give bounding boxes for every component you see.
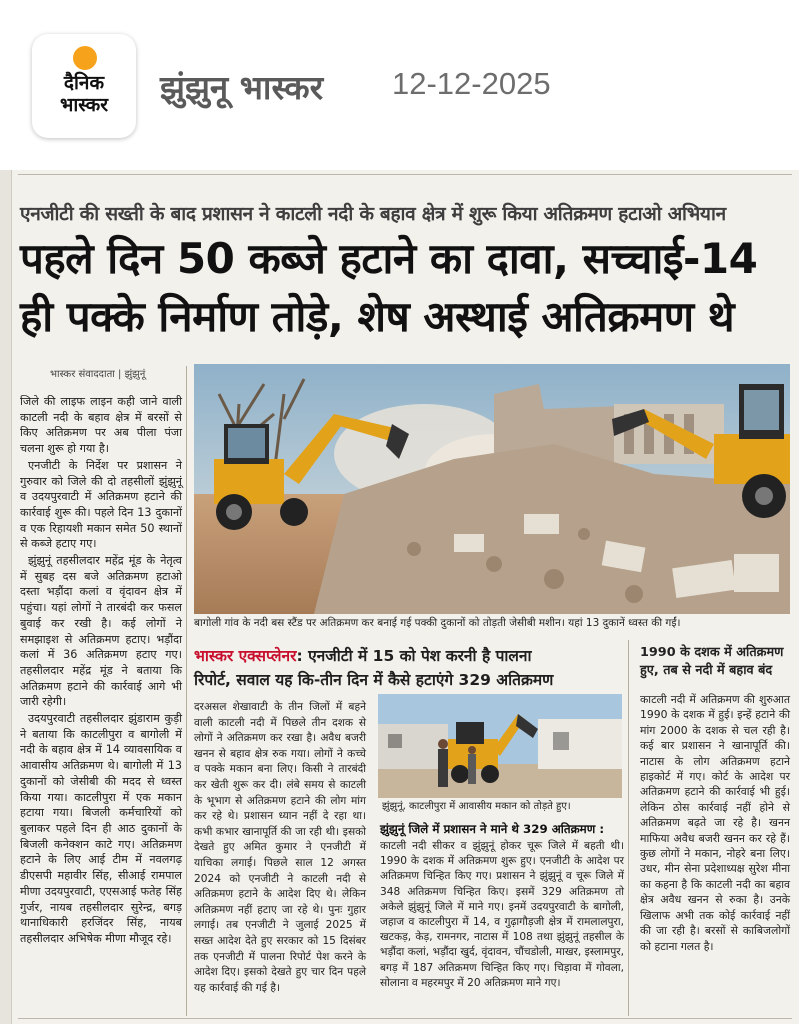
paragraph: जिले की लाइफ लाइन कही जाने वाली काटली नदी के बहाव क्षेत्र में बरसों से किए अतिक्रमण पर अब पीला पंजा चलना शुरू हो गया है। bbox=[20, 395, 182, 456]
photo-caption: बागोली गांव के नदी बस स्टैंड पर अतिक्रमण कर बनाई गई पक्की दुकानों को तोड़ती जेसीबी मशीन। यहां 13 दुकानें ध्वस्त की गईं। bbox=[194, 617, 681, 629]
explainer-heading-line1 bbox=[194, 644, 614, 668]
column-divider bbox=[628, 640, 629, 1016]
article-kicker: एनजीटी की सख्ती के बाद प्रशासन ने काटली नदी के बहाव क्षेत्र में शुरू किया अतिक्रमण हटाओ अभियान bbox=[20, 203, 726, 225]
article-body-column bbox=[20, 394, 182, 948]
column-divider bbox=[186, 366, 187, 1016]
sun-icon bbox=[73, 46, 97, 70]
headline-line-1: पहले दिन 50 कब्जे हटाने का दावा, सच्चाई-14 bbox=[20, 234, 758, 283]
headline-line-2: ही पक्के निर्माण तोड़े, शेष अस्थाई अतिक्रमण थे bbox=[20, 292, 735, 341]
dainik-bhaskar-logo[interactable] bbox=[32, 34, 136, 138]
byline: भास्कर संवाददाता | झुंझुनूं bbox=[50, 369, 146, 380]
paragraph: एनजीटी के निर्देश पर प्रशासन ने गुरुवार को जिले की दो तहसीलों झुंझुनूं व उदयपुरवाटी में अतिक्रमण हटाने की कार्रवाई शुरू की। पहले दिन 13 दुकानों व एक रिहायशी मकान समेत 50 स्थानों से कब्जे हटाए गए। bbox=[20, 458, 182, 551]
paragraph: झुंझुनूं तहसीलदार महेंद्र मूंड के नेतृत्व में सुबह दस बजे अतिक्रमण हटाओ दस्ता भड़ौंदा कलां व वृंदावन क्षेत्र में पहुंचा। यहां लोगों ने तारबंदी कर फसल बुवाई कर रखी है। कई लोगों ने समझाइश से अतिक्रमण हटाए। भड़ौंदा कलां में 36 अतिक्रमण हटाए गए। तहसीलदार महेंद्र मूंड ने बताया कि अतिक्रमण हटाने की कार्रवाई आगे भी जारी रहेगी। bbox=[20, 554, 182, 709]
explainer-brand: भास्कर एक्सप्लेनर bbox=[194, 647, 297, 665]
divider bbox=[18, 1018, 792, 1019]
article-headline bbox=[20, 230, 790, 346]
paragraph: उदयपुरवाटी तहसीलदार झुंडाराम कुड़ी ने बताया कि काटलीपुरा व बागोली में नदी के बहाव क्षेत्र में 14 व्यावसायिक व आवासीय अतिक्रमण थे। बागोली में 13 दुकानों को जेसीबी की मदद से ध्वस्त किया गया। काटलीपुरा में एक मकान हटाया गया। बिजली कर्मचारियों को बुलाकर पहले दिन ही आठ दुकानों के बिजली कनेक्शन काटे गए। अतिक्रमण हटाने के लिए आई टीम में नवलगढ़ डीएसपी महावीर सिंह, सीआई रामपाल मीणा उदयपुरवाटी, एएसआई फतेह सिंह गुर्जर, नायब तहसीलदार सुरेन्द्र, बगड़ थानाधिकारी हरजिंदर सिंह, नायब तहसीलदार अभिषेक मीणा मौजूद रहे। bbox=[20, 712, 182, 945]
paragraph: दरअसल शेखावाटी के तीन जिलों में बहने वाली काटली नदी में पिछले तीन दशक से लोगों ने अतिक्रमण कर रखा है। अवैध बजरी खनन से बहाव क्षेत्र रुक गया। लोगों ने कच्चे व पक्के मकान बना लिए। किसी ने तारबंदी कर खेती शुरू कर दी। लंबे समय से काटली के भूभाग से अतिक्रमण हटाने की लोग मांग कर रहे थे। प्रशासन ध्यान नहीं दे रहा था। कभी कभार खानापूर्ति की जा रही थी। इसको देखते हुए अमित कुमार ने एनजीटी में याचिका लगाई। पिछले साल 12 अगस्त 2024 को एनजीटी ने काटली नदी से अतिक्रमण हटाने के आदेश दिए थे। लेकिन अतिक्रमण नहीं हटाए जा रहे थे। पुनः गुहार लगाई। तब एनजीटी ने जुलाई 2025 में सख्त आदेश देते हुए सरकार को 15 दिसंबर तक एनजीटी में पालना रिपोर्ट पेश करने के आदेश दिए। इसको देखते हुए चार दिन पहले यह कार्रवाई की गई है। bbox=[194, 701, 366, 994]
subsection-title: झुंझुनूं जिले में प्रशासन ने माने थे 329 अतिक्रमण : bbox=[380, 822, 605, 836]
divider bbox=[18, 174, 792, 175]
newspaper-page bbox=[0, 170, 799, 1024]
demolition-photo[interactable] bbox=[194, 364, 790, 614]
sidebar-title: 1990 के दशक में अतिक्रमण हुए, तब से नदी में बहाव बंद bbox=[640, 645, 784, 678]
explainer-heading-text: : एनजीटी में 15 को पेश करनी है पालना bbox=[296, 647, 532, 665]
adjacent-page-strip bbox=[0, 170, 12, 1024]
house-demolition-photo[interactable] bbox=[378, 694, 622, 798]
explainer-body-column bbox=[194, 700, 366, 997]
logo-text-line1: दैनिक bbox=[63, 72, 105, 94]
logo-text-line2: भास्कर bbox=[59, 94, 109, 116]
subsection-body: काटली नदी सीकर व झुंझुनूं होकर चूरू जिले में बहती थी। 1990 के दशक में अतिक्रमण शुरू हुए। एनजीटी के आदेश पर अतिक्रमण चिन्हित किए गए। प्रशासन ने झुंझुनूं व चूरू जिले में 348 अतिक्रमण चिन्हित किए। इसमें 329 अतिक्रमण तो अकेले झुंझुनूं जिले में माने गए। इनमें उदयपुरवाटी के बागोली, जहाज व काटलीपुरा में 14, व गुढ़ागौड़जी क्षेत्र में रामलालपुरा, खटकड़, केड़, रामनगर, नाटास में 108 तथा झुंझुनूं तहसील के भड़ौंदा कलां, भड़ौंदा खुर्द, वृंदावन, चौंचडोली, माखर, इस्लामपुर, बगड़ में 187 अतिक्रमण चिन्हित किए गए। चिड़ावा में गोवला, सोलाना व महरमपुर में 20 अतिक्रमण माने गए। bbox=[380, 840, 624, 989]
photo2-caption: झुंझुनूं, काटलीपुरा में आवासीय मकान को तोड़ते हुए। bbox=[382, 801, 571, 812]
explainer-heading bbox=[194, 644, 614, 692]
sidebar-body: काटली नदी में अतिक्रमण की शुरुआत 1990 के दशक में हुई। इन्हें हटाने की मांग 2000 के दशक से चल रही है। कई बार प्रशासन ने खानापूर्ति की। नाटास के लोग अतिक्रमण हटाने हाइकोर्ट में गए। कोर्ट के आदेश पर अतिक्रमण हटाने की कार्रवाई भी हुई। लेकिन ठोस कार्रवाई नहीं होने से अतिक्रमण बढ़ते जा रहे है। खनन माफिया अवैध बजरी खनन कर रहे हैं। कुछ लोगों ने मकान, नोहरे बना लिए। उधर, मीन सेना प्रदेशाध्यक्ष सुरेश मीना का कहना है कि काटली नदी का बहाव क्षेत्र अवैध खनन से रुका है। उनके खिलाफ अभी तक कोई कार्रवाई नहीं की जा रही है। बरसों से काबिजलोगों को हटाना गलत है। bbox=[640, 693, 790, 953]
app-header bbox=[0, 0, 799, 170]
edition-title: झुंझुनू भास्कर bbox=[160, 68, 324, 107]
explainer-heading-line2: रिपोर्ट, सवाल यह कि-तीन दिन में कैसे हटाएंगे 329 अतिक्रमण bbox=[194, 671, 554, 689]
edition-date: 12-12-2025 bbox=[392, 66, 551, 101]
